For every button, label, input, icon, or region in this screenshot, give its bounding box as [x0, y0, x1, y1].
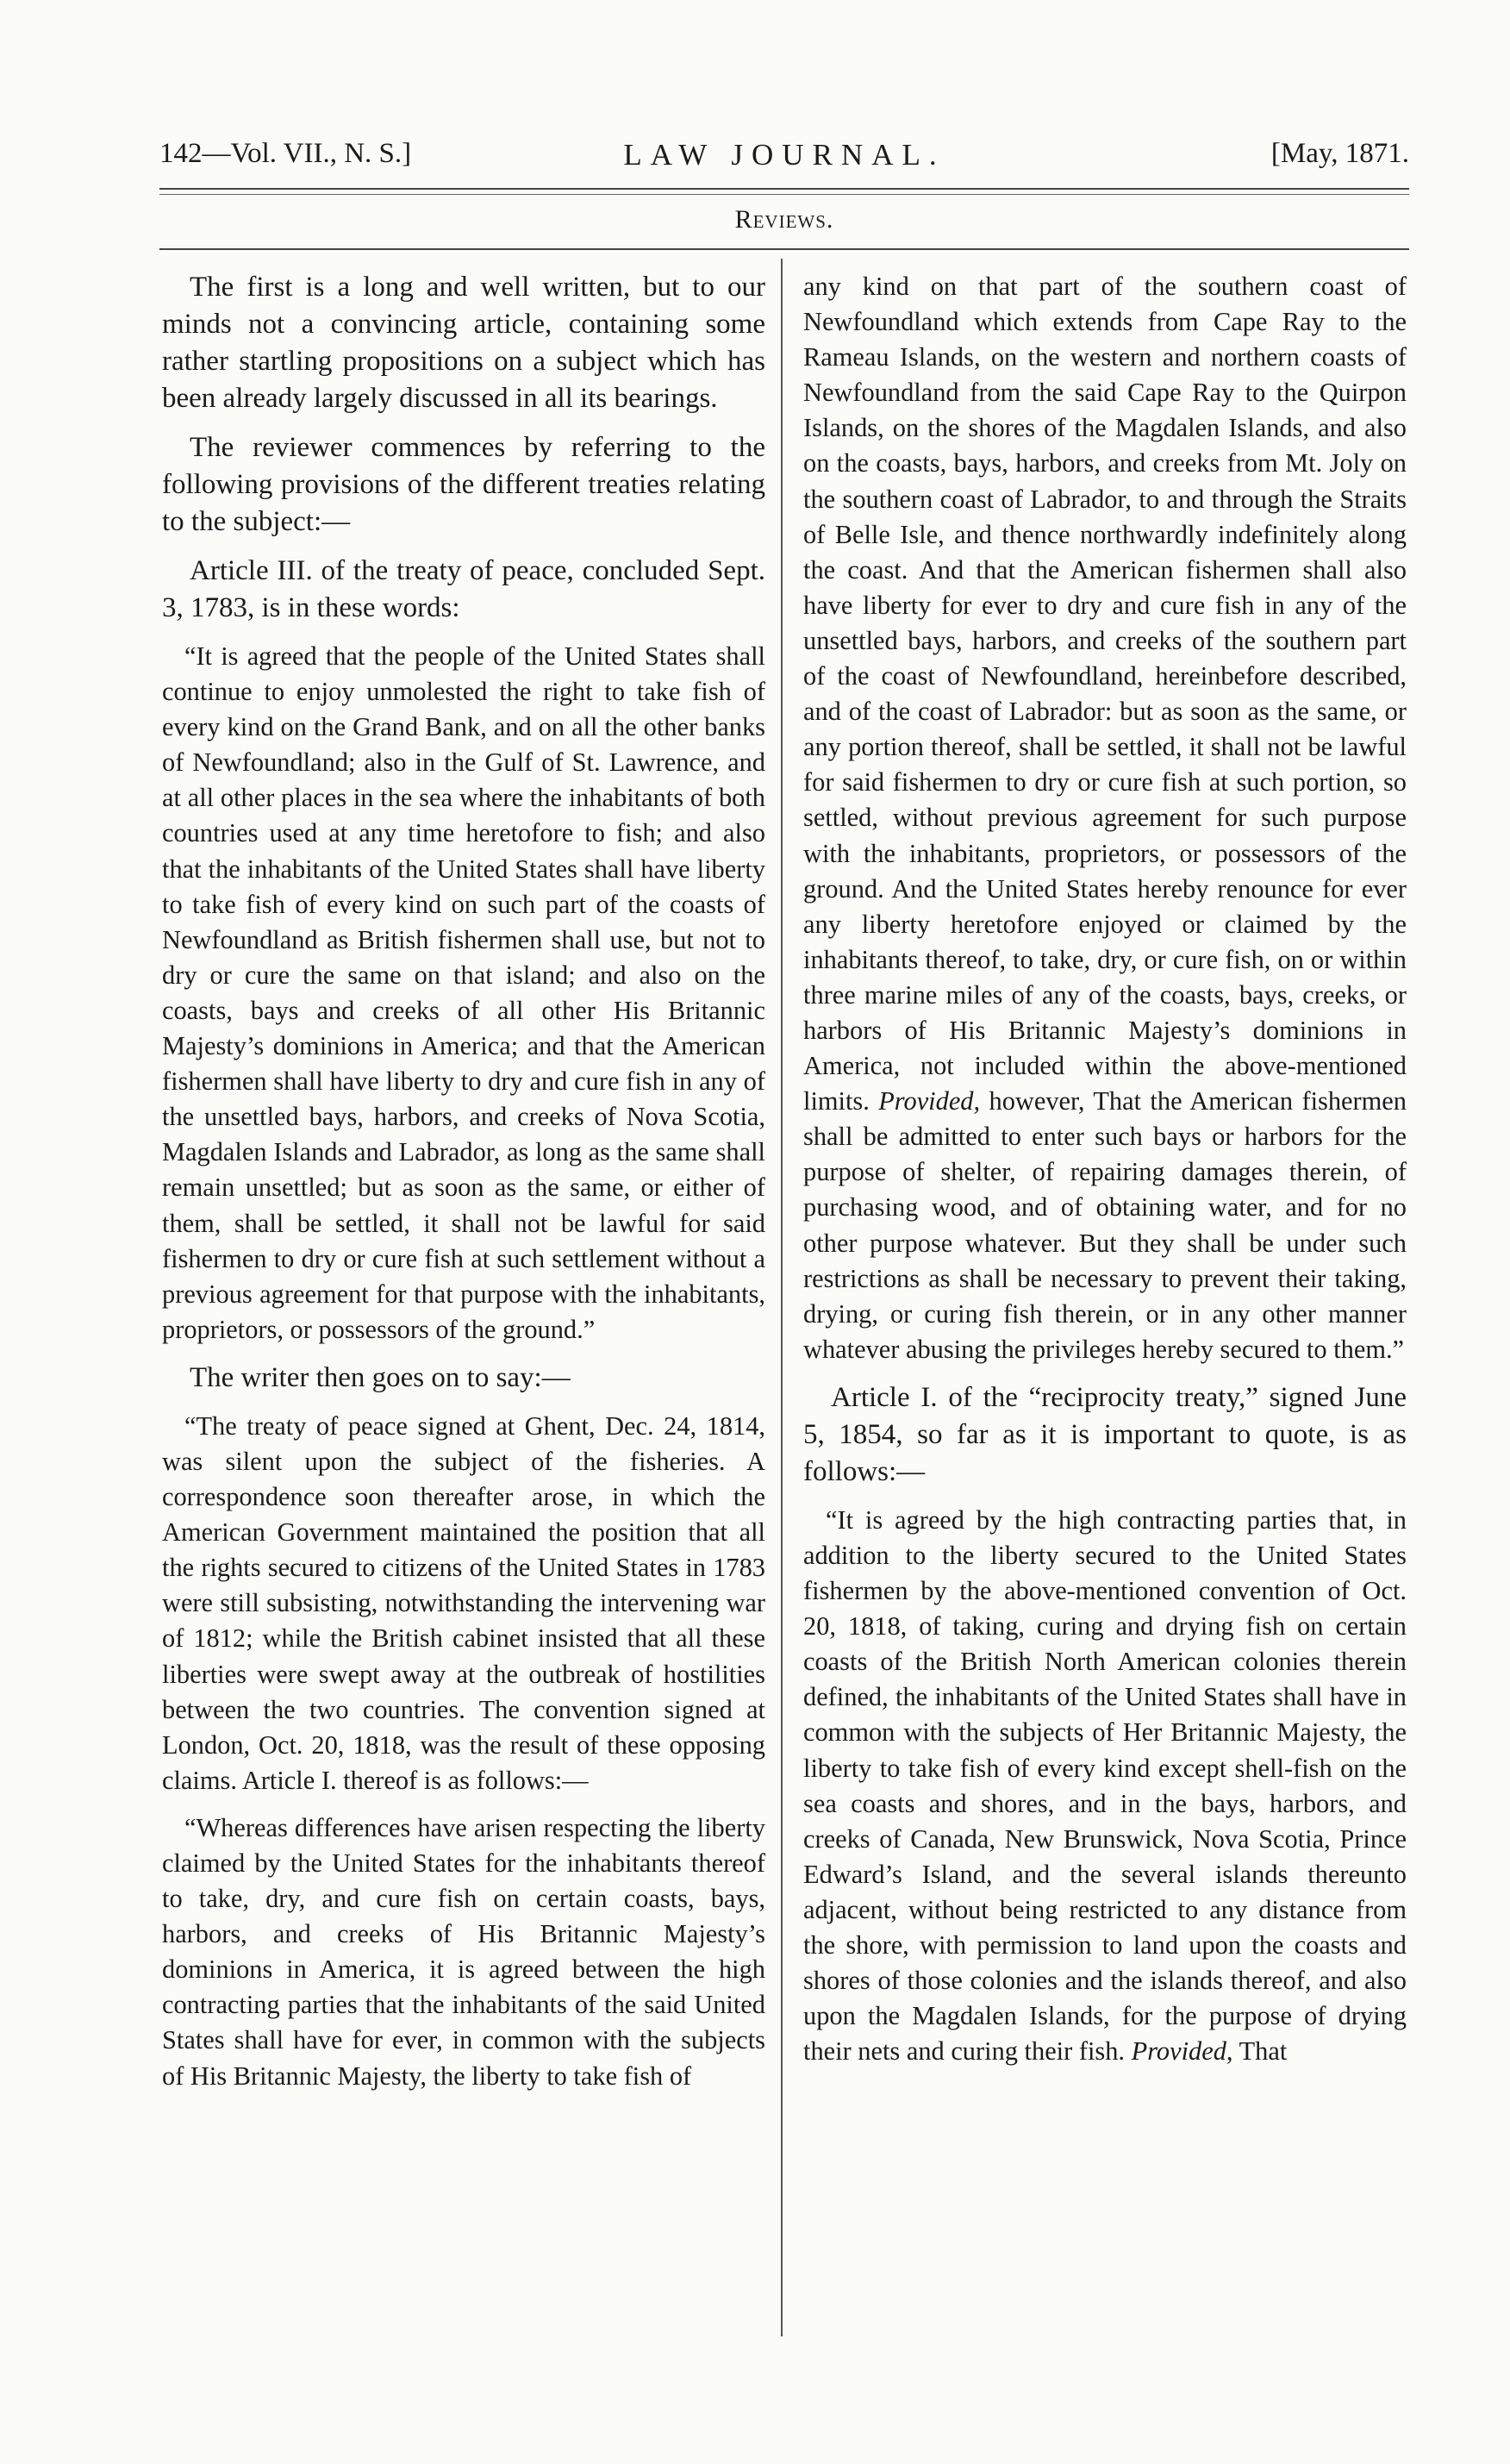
block-quote	[803, 1503, 1407, 2070]
header-journal-title: LAW JOURNAL.	[623, 138, 945, 172]
header-date: [May, 1871.	[1270, 138, 1409, 169]
block-quote-continued	[803, 269, 1407, 1367]
left-column	[162, 269, 765, 2094]
block-quote: “The treaty of peace signed at Ghent, Dec. 24, 1814, was silent upon the subject of the fisheries. A correspondence soon thereafter arose, in which the American Government maintained the position that all the rights secured to citizens of the United States in 1783 were still subsisting, notwithstanding the intervening war of 1812; while the British cabinet insisted that all these liberties were swept away at the outbreak of hostilities between the two countries. The convention signed at London, Oct. 20, 1818, was the result of these opposing claims. Article I. thereof is as follows:—	[162, 1410, 765, 1795]
quote-text: “It is agreed by the high contracting parties that, in addition to the liberty secured to the United States fishermen by the above-mentioned convention of Oct. 20, 1818, of taking, curing and drying fish on certain coasts of the British North American colonies therein defined, the inhabitants of the United States shall have in common with the subjects of Her Britannic Majesty, the liberty to take fish of every kind except shell-fish on the sea coasts and shores, and in the bays, harbors, and creeks of Canada, New Brunswick, Nova Scotia, Prince Edward’s Island, and the several islands thereunto adjacent, without being restricted to any distance from the shore, with permission to land upon the coasts and shores of those colonies and the islands thereof, and also upon the Magdalen Islands, for the purpose of drying their nets and curing their fish.	[803, 1504, 1407, 2067]
section-title: Reviews.	[734, 205, 834, 234]
paragraph: Article I. of the “reciprocity treaty,” signed June 5, 1854, so far as it is important to quote, is as follows:—	[803, 1381, 1407, 1487]
column-divider	[781, 259, 783, 2336]
block-quote: “It is agreed that the people of the United States shall continue to enjoy unmolested the right to take fish of every kind on the Grand Bank, and on all the other banks of Newfoundland; also in the Gulf of St. Lawrence, and at all other places in the sea where the inhabitants of both countries used at any time heretofore to fish; and also that the inhabitants of the United States shall have liberty to take fish of every kind on such part of the coasts of Newfoundland as British fishermen shall use, but not to dry or cure the same on that island; and also on the coasts, bays and creeks of all other His Britannic Majesty’s dominions in America; and that the American fishermen shall have liberty to dry and cure fish in any of the unsettled bays, harbors, and creeks of Nova Scotia, Magdalen Islands and Labrador, as long as the same shall remain unsettled; but as soon as the same, or either of them, shall be settled, it shall not be lawful for said fishermen to dry or cure fish at such settlement without a previous agreement for that purpose with the inhabitants, proprietors, or possessors of the ground.”	[162, 641, 765, 1344]
quote-text: however, That the American fishermen shall be admitted to enter such bays or harbors for the purpose of shelter, of repairing damages therein, of purchasing wood, and of obtaining water, and for no other purpose whatever. But they shall be under such restrictions as shall be necessary to prevent their taking, drying, or curing fish therein, or in any other manner whatever abusing the privileges hereby secured to them.”	[803, 1086, 1407, 1364]
header-double-rule	[159, 188, 1409, 195]
section-rule	[159, 248, 1409, 250]
paragraph: Article III. of the treaty of peace, concluded Sept. 3, 1783, is in these words:	[162, 555, 765, 623]
header-volume: 142—Vol. VII., N. S.]	[159, 138, 412, 169]
right-column	[803, 269, 1407, 2069]
running-header	[159, 129, 1409, 181]
paragraph: The first is a long and well written, but to our minds not a convincing article, containing some rather startling propositions on a subject which has been already largely discussed in all its bearings.	[162, 272, 765, 414]
provided-italic: Provided,	[878, 1086, 981, 1116]
block-quote: “Whereas differences have arisen respecting the liberty claimed by the United States for the inhabitants thereof to take, dry, and cure fish on certain coasts, bays, harbors, and creeks of His Britannic Majesty’s dominions in America, it is agreed between the high contracting parties that the inhabitants of the said United States shall have for ever, in common with the subjects of His Britannic Majesty, the liberty to take fish of	[162, 1812, 765, 2091]
paragraph: The writer then goes on to say:—	[190, 1361, 571, 1393]
quote-text: any kind on that part of the southern coast of Newfoundland which extends from Cape Ray to the Rameau Islands, on the western and northern coasts of Newfoundland from the said Cape Ray to the Quirpon Islands, on the shores of the Magdalen Islands, and also on the coasts, bays, harbors, and creeks from Mt. Joly on the southern coast of Labrador, to and through the Straits of Belle Isle, and thence northwardly indefinitely along the coast. And that the American fishermen shall also have liberty for ever to dry and cure fish in any of the unsettled bays, harbors, and creeks of the southern part of the coast of Newfoundland, hereinbefore described, and of the coast of Labrador: but as soon as the same, or any portion thereof, shall be settled, it shall not be lawful for said fishermen to dry or cure fish at such portion, so settled, without previous agreement for such purpose with the inhabitants, proprietors, or possessors of the ground. And the United States hereby renounce for ever any liberty heretofore enjoyed or claimed by the inhabitants thereof, to take, dry, or cure fish, on or within three marine miles of any of the coasts, bays, creeks, or harbors of His Britannic Majesty’s dominions in America, not included within the above-mentioned limits.	[803, 272, 1407, 1116]
quote-text: That	[1239, 2036, 1288, 2067]
paragraph: The reviewer commences by referring to the following provisions of the different treaties relating to the subject:—	[162, 432, 765, 537]
provided-italic: Provided,	[1131, 2036, 1233, 2067]
